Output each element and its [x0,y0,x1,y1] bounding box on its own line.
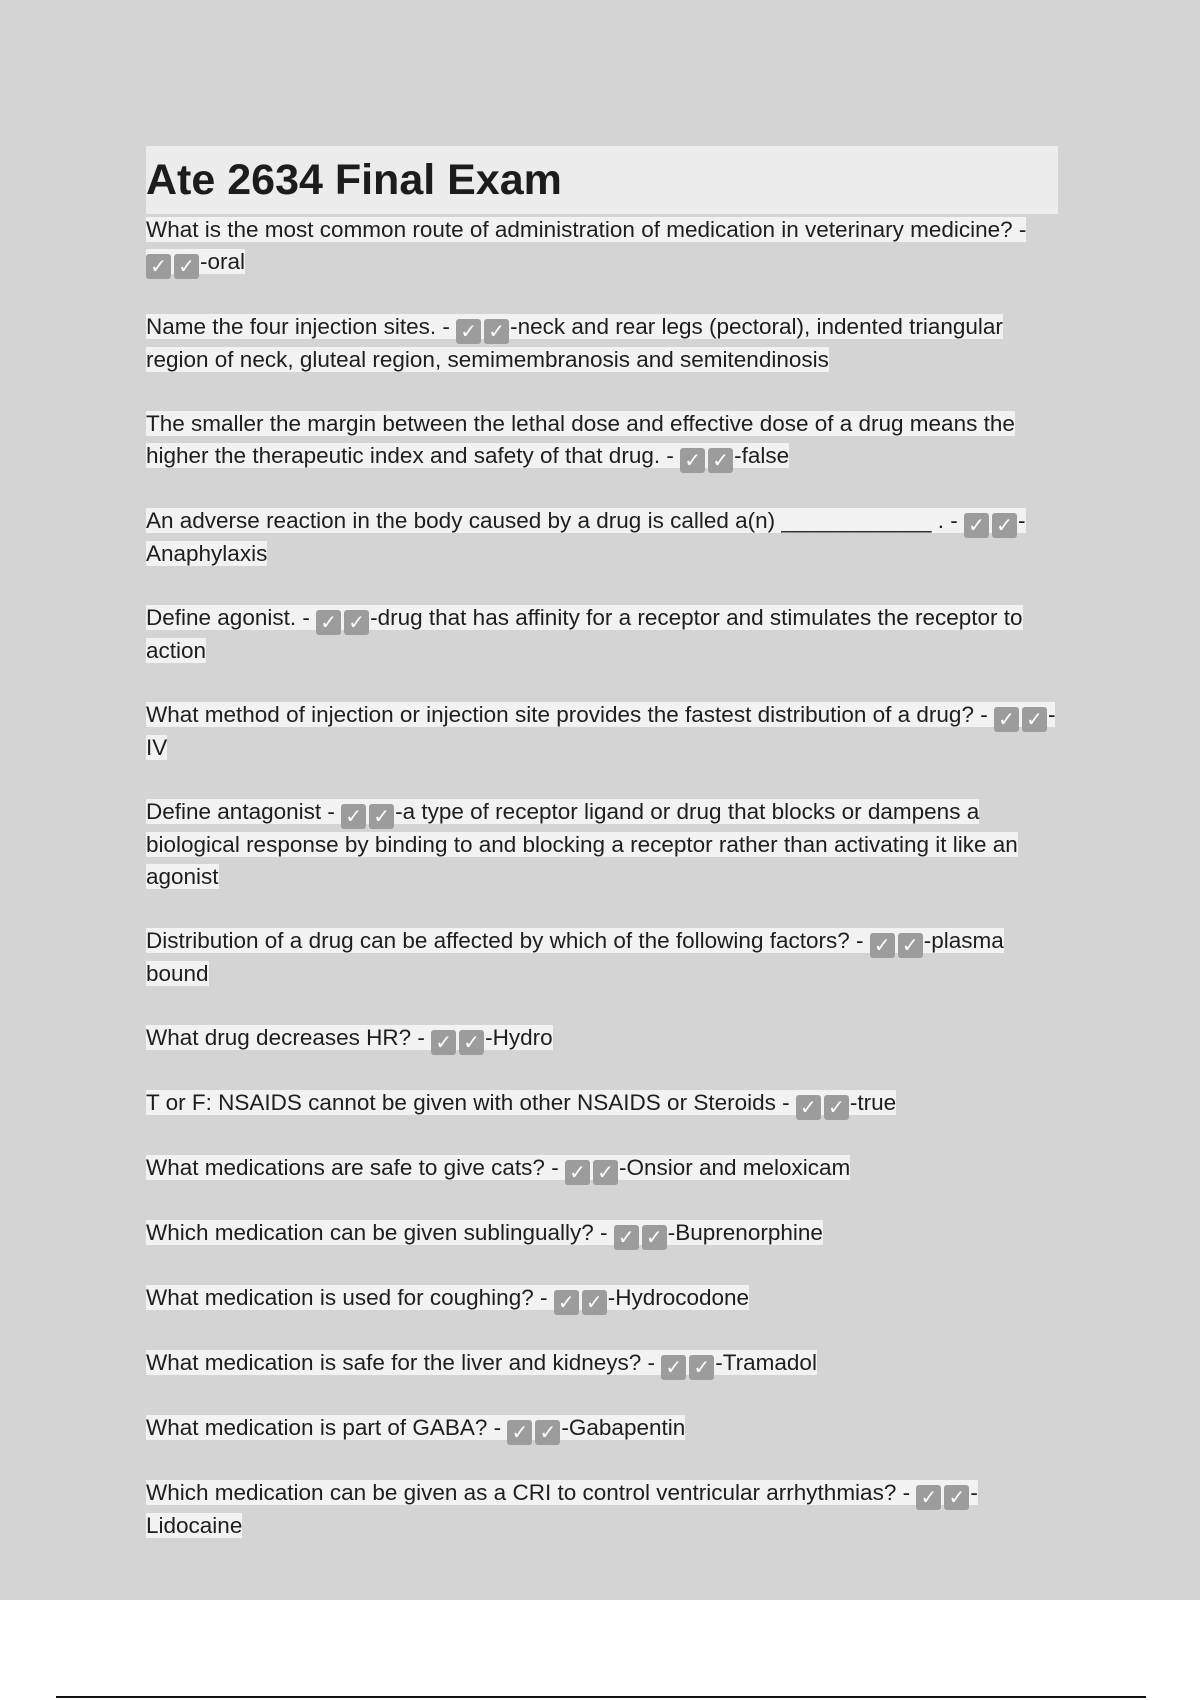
qa-list [146,214,1058,1542]
answer-text: IV [146,735,168,760]
qa-item [146,796,1058,893]
qa-item-text [146,217,1027,278]
qa-item [146,1087,1058,1120]
qa-item [146,505,1058,570]
question-text: Define agonist. [146,605,297,630]
qa-item-text [146,702,1055,760]
footer-rule [56,1696,1146,1698]
qa-item-text [146,411,1015,472]
qa-item [146,925,1058,990]
qa-item [146,1347,1058,1380]
separator: - [533,1285,554,1310]
answer-text: Tramadol [722,1350,817,1375]
question-text: What medication is part of GABA? [146,1415,488,1440]
answer-prefix: - [395,799,403,824]
qa-item-text [146,1025,553,1054]
question-text: Distribution of a drug can be affected by which of the following factors? [146,928,850,953]
qa-item-text [146,1415,686,1444]
answer-text: drug that has affinity for a receptor and stimulates the receptor to action [146,605,1023,663]
answer-prefix: - [1018,508,1026,533]
answer-prefix: - [485,1025,493,1050]
check-icon: ✓ [708,448,733,473]
qa-item [146,1477,1058,1542]
document-content [146,146,1058,1574]
answer-text: Buprenorphine [675,1220,823,1245]
qa-item [146,1217,1058,1250]
separator: - [487,1415,508,1440]
answer-prefix: - [667,1220,676,1245]
check-icon: ✓ [824,1095,849,1120]
check-icon: ✓ [565,1160,590,1185]
qa-item [146,311,1058,376]
qa-item-text [146,508,1026,566]
question-text: What method of injection or injection site provides the fastest distribution of a drug? [146,702,974,727]
qa-item [146,699,1058,764]
check-icon: ✓ [431,1030,456,1055]
check-icon: ✓ [554,1290,579,1315]
check-icon: ✓ [344,610,369,635]
answer-prefix: - [734,443,742,468]
check-icon: ✓ [992,513,1017,538]
question-text: Which medication can be given as a CRI to control ventricular arrhythmias? [146,1480,897,1505]
answer-prefix: - [561,1415,569,1440]
answer-text: Anaphylaxis [146,541,268,566]
answer-text: Onsior and meloxicam [626,1155,851,1180]
separator: - [973,702,994,727]
check-icon: ✓ [535,1420,560,1445]
qa-item [146,408,1058,473]
qa-item [146,1022,1058,1055]
separator: - [849,928,870,953]
separator: - [544,1155,565,1180]
answer-prefix: - [200,249,208,274]
separator: - [436,314,457,339]
qa-item-text [146,1480,978,1538]
separator: - [641,1350,662,1375]
check-icon: ✓ [456,319,481,344]
separator: - [296,605,317,630]
check-icon: ✓ [459,1030,484,1055]
check-icon: ✓ [593,1160,618,1185]
separator: - [593,1220,614,1245]
qa-item-text [146,1090,897,1119]
answer-text: Hydro [492,1025,553,1050]
qa-item-text [146,314,1003,372]
qa-item-text [146,928,1004,986]
answer-text: neck and rear legs (pectoral), indented triangular region of neck, gluteal region, semimembranosis and semitendinosis [146,314,1003,372]
qa-item-text [146,1220,823,1249]
answer-prefix: - [923,928,932,953]
document-title: Ate 2634 Final Exam [146,155,562,204]
check-icon: ✓ [689,1355,714,1380]
answer-text: Gabapentin [568,1415,686,1440]
check-icon: ✓ [796,1095,821,1120]
question-text: Name the four injection sites. [146,314,437,339]
check-icon: ✓ [661,1355,686,1380]
check-icon: ✓ [944,1485,969,1510]
question-text: What medications are safe to give cats? [146,1155,545,1180]
answer-prefix: - [510,314,518,339]
check-icon: ✓ [916,1485,941,1510]
answer-text: Lidocaine [146,1513,243,1538]
qa-item-text [146,1155,851,1184]
answer-prefix: - [618,1155,627,1180]
check-icon: ✓ [870,933,895,958]
answer-prefix: - [970,1480,978,1505]
qa-item-text [146,799,1018,889]
separator: - [660,443,681,468]
question-text: An adverse reaction in the body caused by a drug is called a(n) ____________ . [146,508,945,533]
question-text: What medication is safe for the liver and kidneys? [146,1350,642,1375]
qa-item-text [146,1350,817,1379]
answer-prefix: - [1047,702,1056,727]
question-text: What is the most common route of administration of medication in veterinary medicine? [146,217,1013,242]
check-icon: ✓ [898,933,923,958]
separator: - [775,1090,796,1115]
qa-item [146,1152,1058,1185]
check-icon: ✓ [582,1290,607,1315]
qa-item-text [146,605,1023,663]
question-text: The smaller the margin between the lethal dose and effective dose of a drug means the higher the therapeutic index and safety of that drug. [146,411,1015,468]
answer-text: true [857,1090,897,1115]
check-icon: ✓ [484,319,509,344]
question-text: What medication is used for coughing? [146,1285,534,1310]
qa-item [146,1282,1058,1315]
title-bar [146,146,1058,214]
answer-text: Hydrocodone [615,1285,750,1310]
check-icon: ✓ [174,254,199,279]
question-text: What drug decreases HR? [146,1025,412,1050]
answer-prefix: - [849,1090,858,1115]
check-icon: ✓ [680,448,705,473]
qa-item [146,602,1058,667]
check-icon: ✓ [994,707,1019,732]
separator: - [1012,217,1027,242]
qa-item-text [146,1285,750,1314]
answer-text: a type of receptor ligand or drug that blocks or dampens a biological response by binding to and blocking a receptor rather than activating it like an agonist [146,799,1018,889]
check-icon: ✓ [507,1420,532,1445]
answer-prefix: - [607,1285,616,1310]
question-text: Define antagonist [146,799,322,824]
check-icon: ✓ [341,804,366,829]
check-icon: ✓ [964,513,989,538]
separator: - [411,1025,432,1050]
check-icon: ✓ [369,804,394,829]
separator: - [944,508,965,533]
separator: - [321,799,342,824]
qa-item [146,1412,1058,1445]
check-icon: ✓ [146,254,171,279]
answer-prefix: - [715,1350,723,1375]
qa-item [146,214,1058,279]
question-text: T or F: NSAIDS cannot be given with other NSAIDS or Steroids [146,1090,776,1115]
question-text: Which medication can be given sublingually? [146,1220,594,1245]
separator: - [896,1480,917,1505]
check-icon: ✓ [614,1225,639,1250]
answer-text: oral [207,249,246,274]
check-icon: ✓ [642,1225,667,1250]
answer-prefix: - [370,605,378,630]
answer-text: plasma bound [146,928,1004,986]
answer-text: false [741,443,790,468]
check-icon: ✓ [1022,707,1047,732]
check-icon: ✓ [316,610,341,635]
